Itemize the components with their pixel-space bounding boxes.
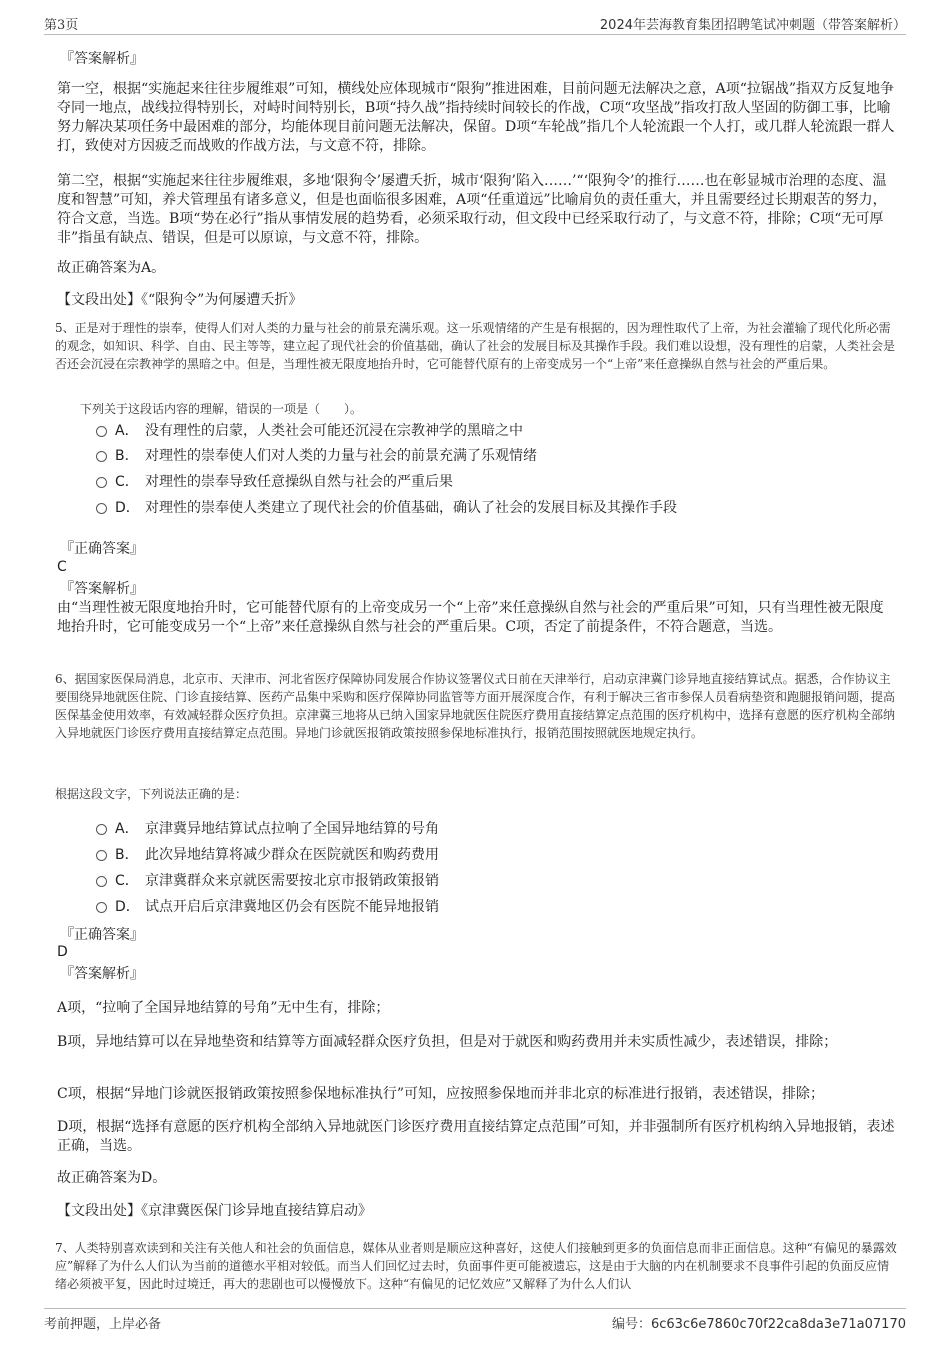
q5-option-c[interactable]: [96, 473, 453, 492]
q6-analysis-d: D项，根据“选择有意愿的医疗机构全部纳入异地就医门诊医疗费用直接结算定点范围”可知，并非强制所有医疗机构纳入异地报销，表述正确，当选。: [57, 1119, 895, 1154]
q6-analysis-label: 『答案解析』: [60, 966, 144, 982]
header-divider: [44, 34, 906, 35]
option-text: 此次异地结算将减少群众在医院就医和购药费用: [145, 847, 439, 863]
footer-slogan: 考前押题，上岸必备: [44, 1317, 162, 1332]
option-text: 京津冀异地结算试点拉响了全国异地结算的号角: [145, 821, 439, 837]
radio-icon[interactable]: [96, 876, 107, 887]
q6-analysis-b: B项，异地结算可以在异地垫资和结算等方面减轻群众医疗负担，但是对于就医和购药费用并未实质性减少，表述错误，排除；: [57, 1034, 838, 1050]
q6-correct-label: 『正确答案』: [60, 927, 144, 943]
q6-option-d[interactable]: [96, 898, 439, 917]
q5-analysis-label: 『答案解析』: [60, 581, 144, 597]
document-code: 编号：6c63c6e7860c70f22ca8da3e71a07170: [611, 1317, 906, 1332]
q6-option-b[interactable]: [96, 846, 439, 865]
q5-option-b[interactable]: [96, 447, 537, 466]
radio-icon[interactable]: [96, 426, 107, 437]
q6-conclusion: 故正确答案为D。: [57, 1170, 167, 1186]
radio-icon[interactable]: [96, 503, 107, 514]
option-text: 没有理性的启蒙，人类社会可能还沉浸在宗教神学的黑暗之中: [145, 423, 523, 439]
q6-option-a[interactable]: [96, 820, 439, 839]
option-text: 对理性的崇奉导致任意操纵自然与社会的严重后果: [145, 474, 453, 490]
q6-source: 【文段出处】《京津冀医保门诊异地直接结算启动》: [57, 1203, 372, 1219]
q5-stem: 5、正是对于理性的崇奉，使得人们对人类的力量与社会的前景充满乐观。这一乐观情绪的产生是有根据的，因为理性取代了上帝，为社会灌输了现代化所必需的观念，如知识、科学、自由、民主等等，建立起了现代社会的价值基础，确认了社会的发展目标及其操作手段。我们难以设想，没有理性的启蒙，人类社会是否还会沉浸在宗教神学的黑暗之中。但是，当理性被无限度地抬升时，它可能替代原有的上帝变成另一个“上帝”来任意操纵自然与社会的严重后果。: [55, 321, 896, 371]
option-letter: D．: [115, 899, 140, 915]
q6-analysis-c: C项，根据“异地门诊就医报销政策按照参保地标准执行”可知，应按照参保地而并非北京的标准进行报销，表述错误，排除；: [57, 1086, 825, 1102]
radio-icon[interactable]: [96, 477, 107, 488]
radio-icon[interactable]: [96, 824, 107, 835]
option-text: 京津冀群众来京就医需要按北京市报销政策报销: [145, 873, 439, 889]
q6-answer: D: [57, 944, 68, 960]
q4-conclusion: 故正确答案为A。: [57, 260, 166, 276]
option-letter: A．: [115, 423, 139, 439]
footer-divider: [44, 1308, 906, 1309]
document-title: 2024年芸海教育集团招聘笔试冲刺题（带答案解析）: [599, 18, 906, 33]
q5-option-a[interactable]: [96, 422, 523, 441]
option-text: 对理性的崇奉使人们对人类的力量与社会的前景充满了乐观情绪: [145, 448, 537, 464]
option-letter: C．: [115, 474, 139, 490]
option-letter: B．: [115, 847, 139, 863]
option-letter: C．: [115, 873, 139, 889]
radio-icon[interactable]: [96, 902, 107, 913]
q6-question: 根据这段文字，下列说法正确的是：: [55, 787, 248, 801]
q4-source: 【文段出处】《“限狗令”为何屡遭夭折》: [57, 292, 303, 308]
q5-question: 下列关于这段话内容的理解，错误的一项是（ ）。: [80, 402, 363, 416]
option-text: 对理性的崇奉使人类建立了现代社会的价值基础，确认了社会的发展目标及其操作手段: [145, 500, 677, 516]
q4-analysis-para2: 第二空，根据“实施起来往往步履维艰，多地‘限狗令’屡遭夭折，城市‘限狗’陷入……’“‘限狗令’的推行……也在彰显城市治理的态度、温度和智慧”可知，养犬管理虽有诸多意义，但是也面临很多困难，A项“任重道远”比喻肩负的责任重大，并且需要经过长期艰苦的努力，符合文意，当选。B项“势在必行”指从事情发展的趋势看，必须采取行动，但文段中已经采取行动了，与文意不符，排除；C项“无可厚非”指虽有缺点、错误，但是可以原谅，与文意不符，排除。: [57, 173, 887, 246]
option-text: 试点开启后京津冀地区仍会有医院不能异地报销: [145, 899, 439, 915]
q7-stem: 7、人类特别喜欢读到和关注有关他人和社会的负面信息，媒体从业者则是顺应这种喜好，这使人们接触到更多的负面信息而非正面信息。这种“有偏见的暴露效应”解释了为什么人们认为当前的道德水平相对较低。而当人们回忆过去时，负面事件更可能被遗忘，这是由于大脑的内在机制要求不良事件引起的负面反应情绪必须被平复，因此时过境迁，再大的悲剧也可以慢慢放下。这种“有偏见的记忆效应”又解释了为什么人们认: [55, 1241, 897, 1291]
option-letter: B．: [115, 448, 139, 464]
q5-answer: C: [57, 559, 67, 575]
q4-analysis-para1: 第一空，根据“实施起来往往步履维艰”可知，横线处应体现城市“限狗”推进困难，目前问题无法解决之意，A项“拉锯战”指双方反复地争夺同一地点，战线拉得特别长，对峙时间特别长，B项“持久战”指持续时间较长的作战，C项“攻坚战”指攻打敌人坚固的防御工事，比喻努力解决某项任务中最困难的部分，均能体现目前问题无法解决，保留。D项“车轮战”指几个人轮流跟一个人打，或几群人轮流跟一群人打，致使对方因疲乏而战败的作战方法，与文意不符，排除。: [57, 81, 895, 154]
q6-stem: 6、据国家医保局消息，北京市、天津市、河北省医疗保障协同发展合作协议签署仪式日前在天津举行，启动京津冀门诊异地直接结算试点。据悉，合作协议主要围绕异地就医住院、门诊直接结算、医药产品集中采购和医疗保障协同监管等方面开展深度合作，有利于解决三省市参保人员看病垫资和跑腿报销问题，提高医保基金使用效率，有效减轻群众医疗负担。京津冀三地将从已纳入国家异地就医住院医疗费用直接结算定点范围的医疗机构中，选择有意愿的医疗机构全部纳入异地就医门诊医疗费用直接结算定点范围。异地门诊就医报销政策按照参保地标准执行，报销范围按照就医地规定执行。: [55, 672, 896, 740]
radio-icon[interactable]: [96, 451, 107, 462]
q5-correct-label: 『正确答案』: [60, 541, 144, 557]
option-letter: A．: [115, 821, 139, 837]
q6-option-c[interactable]: [96, 872, 439, 891]
option-letter: D．: [115, 500, 140, 516]
q6-analysis-a: A项，“拉响了全国异地结算的号角”无中生有，排除；: [57, 1000, 390, 1016]
q4-analysis-label: 『答案解析』: [60, 51, 144, 67]
q5-option-d[interactable]: [96, 499, 677, 518]
q5-analysis: 由“当理性被无限度地抬升时，它可能替代原有的上帝变成另一个“上帝”来任意操纵自然与社会的严重后果”可知，只有当理性被无限度地抬升时，它可能变成另一个“上帝”来任意操纵自然与社会的严重后果。C项，否定了前提条件，不符合题意，当选。: [57, 600, 884, 635]
radio-icon[interactable]: [96, 850, 107, 861]
page-number: 第3页: [44, 18, 79, 33]
